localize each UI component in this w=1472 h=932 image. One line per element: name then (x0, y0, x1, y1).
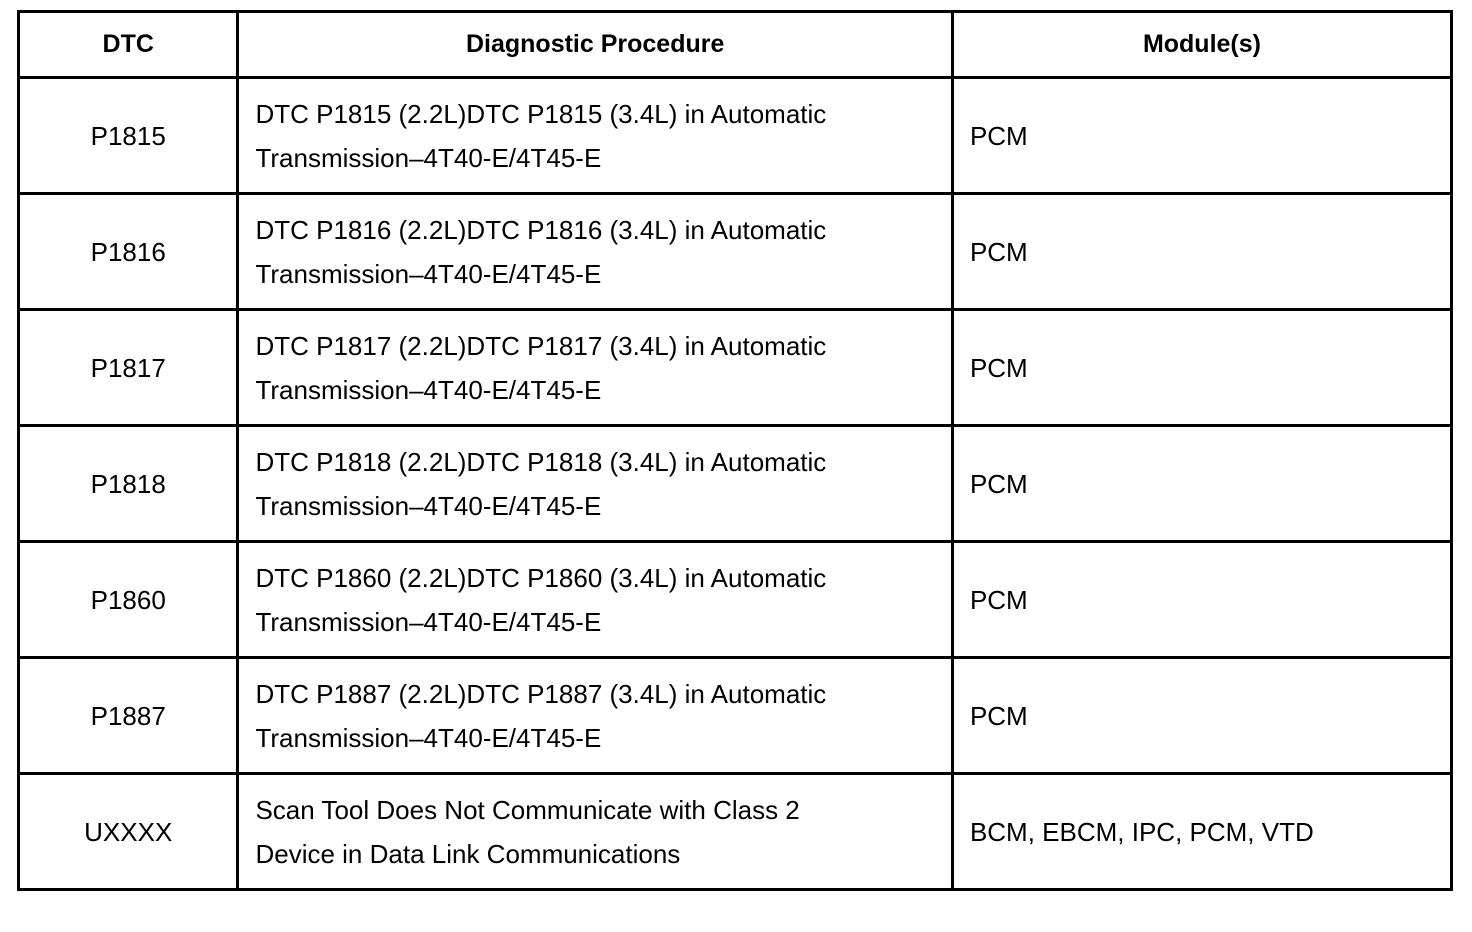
procedure-line-1: Scan Tool Does Not Communicate with Class 2 (255, 794, 800, 825)
table-row (19, 658, 1452, 774)
dtc-code: P1818 (19, 426, 238, 542)
procedure-line-1: DTC P1887 (2.2L)DTC P1887 (3.4L) in Automatic (255, 678, 827, 709)
modules: PCM (952, 542, 1451, 658)
diagnostic-procedure (238, 658, 952, 774)
dtc-code: P1817 (19, 310, 238, 426)
procedure-line-2: Transmission–4T40-E/4T45-E (255, 374, 602, 405)
diagnostic-procedure (238, 542, 952, 658)
table-row (19, 542, 1452, 658)
modules: PCM (952, 194, 1451, 310)
table-row (19, 774, 1452, 890)
diagnostic-procedure (238, 310, 952, 426)
procedure-line-2: Device in Data Link Communications (255, 838, 681, 869)
modules: PCM (952, 78, 1451, 194)
procedure-line-1: DTC P1860 (2.2L)DTC P1860 (3.4L) in Automatic (255, 562, 827, 593)
diagnostic-procedure (238, 426, 952, 542)
procedure-line-1: DTC P1816 (2.2L)DTC P1816 (3.4L) in Automatic (255, 214, 827, 245)
procedure-line-2: Transmission–4T40-E/4T45-E (255, 490, 602, 521)
procedure-line-2: Transmission–4T40-E/4T45-E (255, 142, 602, 173)
header-modules: Module(s) (952, 12, 1451, 78)
table-header-row (19, 12, 1452, 78)
procedure-line-1: DTC P1817 (2.2L)DTC P1817 (3.4L) in Automatic (255, 330, 827, 361)
header-diagnostic-procedure: Diagnostic Procedure (238, 12, 952, 78)
dtc-code: P1887 (19, 658, 238, 774)
procedure-line-2: Transmission–4T40-E/4T45-E (255, 722, 602, 753)
dtc-code: P1816 (19, 194, 238, 310)
dtc-code: UXXXX (19, 774, 238, 890)
procedure-line-1: DTC P1815 (2.2L)DTC P1815 (3.4L) in Automatic (255, 98, 827, 129)
modules: PCM (952, 310, 1451, 426)
diagnostic-procedure (238, 774, 952, 890)
table-row (19, 78, 1452, 194)
modules: PCM (952, 658, 1451, 774)
procedure-line-2: Transmission–4T40-E/4T45-E (255, 606, 602, 637)
dtc-code: P1860 (19, 542, 238, 658)
diagnostic-procedure (238, 194, 952, 310)
modules: BCM, EBCM, IPC, PCM, VTD (952, 774, 1451, 890)
header-dtc: DTC (19, 12, 238, 78)
table-row (19, 426, 1452, 542)
table-row (19, 194, 1452, 310)
procedure-line-2: Transmission–4T40-E/4T45-E (255, 258, 602, 289)
table-row (19, 310, 1452, 426)
dtc-table (17, 10, 1453, 891)
modules: PCM (952, 426, 1451, 542)
procedure-line-1: DTC P1818 (2.2L)DTC P1818 (3.4L) in Automatic (255, 446, 827, 477)
diagnostic-procedure (238, 78, 952, 194)
dtc-code: P1815 (19, 78, 238, 194)
